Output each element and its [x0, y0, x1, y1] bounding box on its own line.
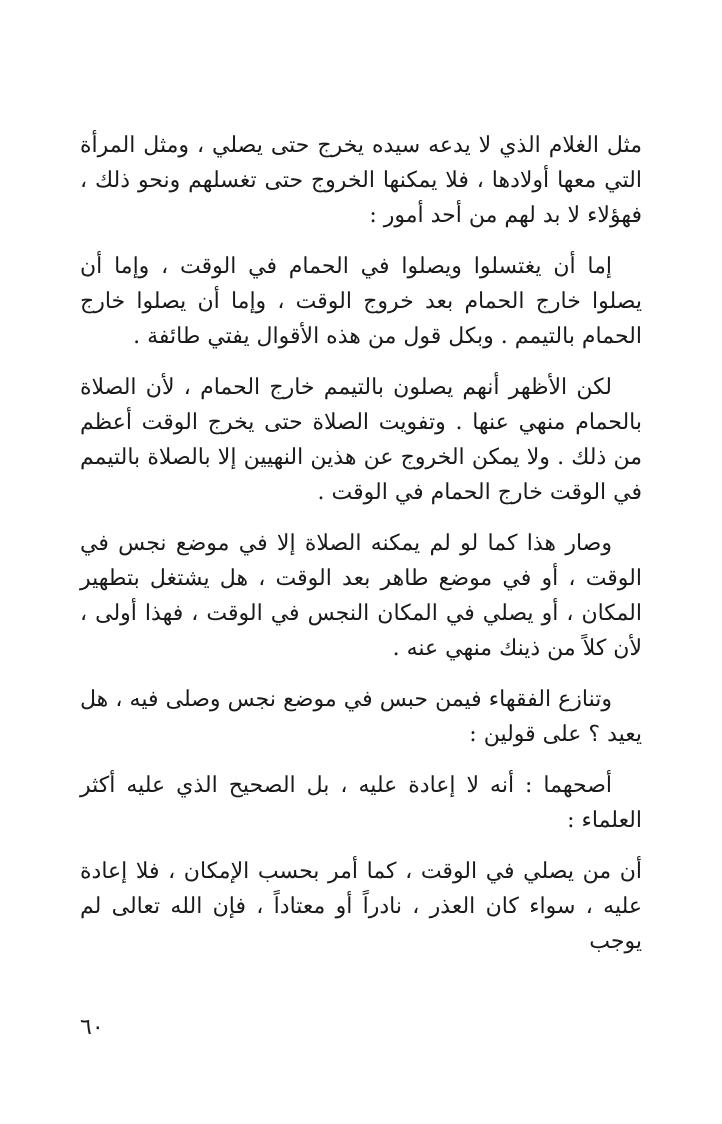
document-page [80, 128, 642, 975]
paragraph-4: وصار هذا كما لو لم يمكنه الصلاة إلا في موضع نجس في الوقت ، أو في موضع طاهر بعد الوقت ، هل يشتغل بتطهير المكان ، أو يصلي في المكان النجس في الوقت ، فهذا أولى ، لأن كلاً من ذينك منهي عنه . [80, 531, 642, 661]
page-number: ٦٠ [80, 1015, 104, 1040]
paragraph-7: أن من يصلي في الوقت ، كما أمر بحسب الإمكان ، فلا إعادة عليه ، سواء كان العذر ، نادراً أو معتاداً ، فإن الله تعالى لم يوجب [80, 859, 642, 954]
paragraph-1: مثل الغلام الذي لا يدعه سيده يخرج حتى يصلي ، ومثل المرأة التي معها أولادها ، فلا يمكنها الخروج حتى تغسلهم ونحو ذلك ، فهؤلاء لا بد لهم من أحد أمور : [80, 133, 642, 228]
paragraph-5: وتنازع الفقهاء فيمن حبس في موضع نجس وصلى فيه ، هل يعيد ؟ على قولين : [80, 687, 642, 747]
paragraph-3: لكن الأظهر أنهم يصلون بالتيمم خارج الحمام ، لأن الصلاة بالحمام منهي عنها . وتفويت الصلاة حتى يخرج الوقت أعظم من ذلك . ولا يمكن الخروج عن هذين النهيين إلا بالصلاة بالتيمم في الوقت خارج الحمام في الوقت . [80, 375, 642, 505]
paragraph-6: أصحهما : أنه لا إعادة عليه ، بل الصحيح الذي عليه أكثر العلماء : [80, 773, 642, 833]
paragraph-2: إما أن يغتسلوا ويصلوا في الحمام في الوقت ، وإما أن يصلوا خارج الحمام بعد خروج الوقت ، وإما أن يصلوا خارج الحمام بالتيمم . وبكل قول من هذه الأقوال يفتي طائفة . [80, 254, 642, 349]
